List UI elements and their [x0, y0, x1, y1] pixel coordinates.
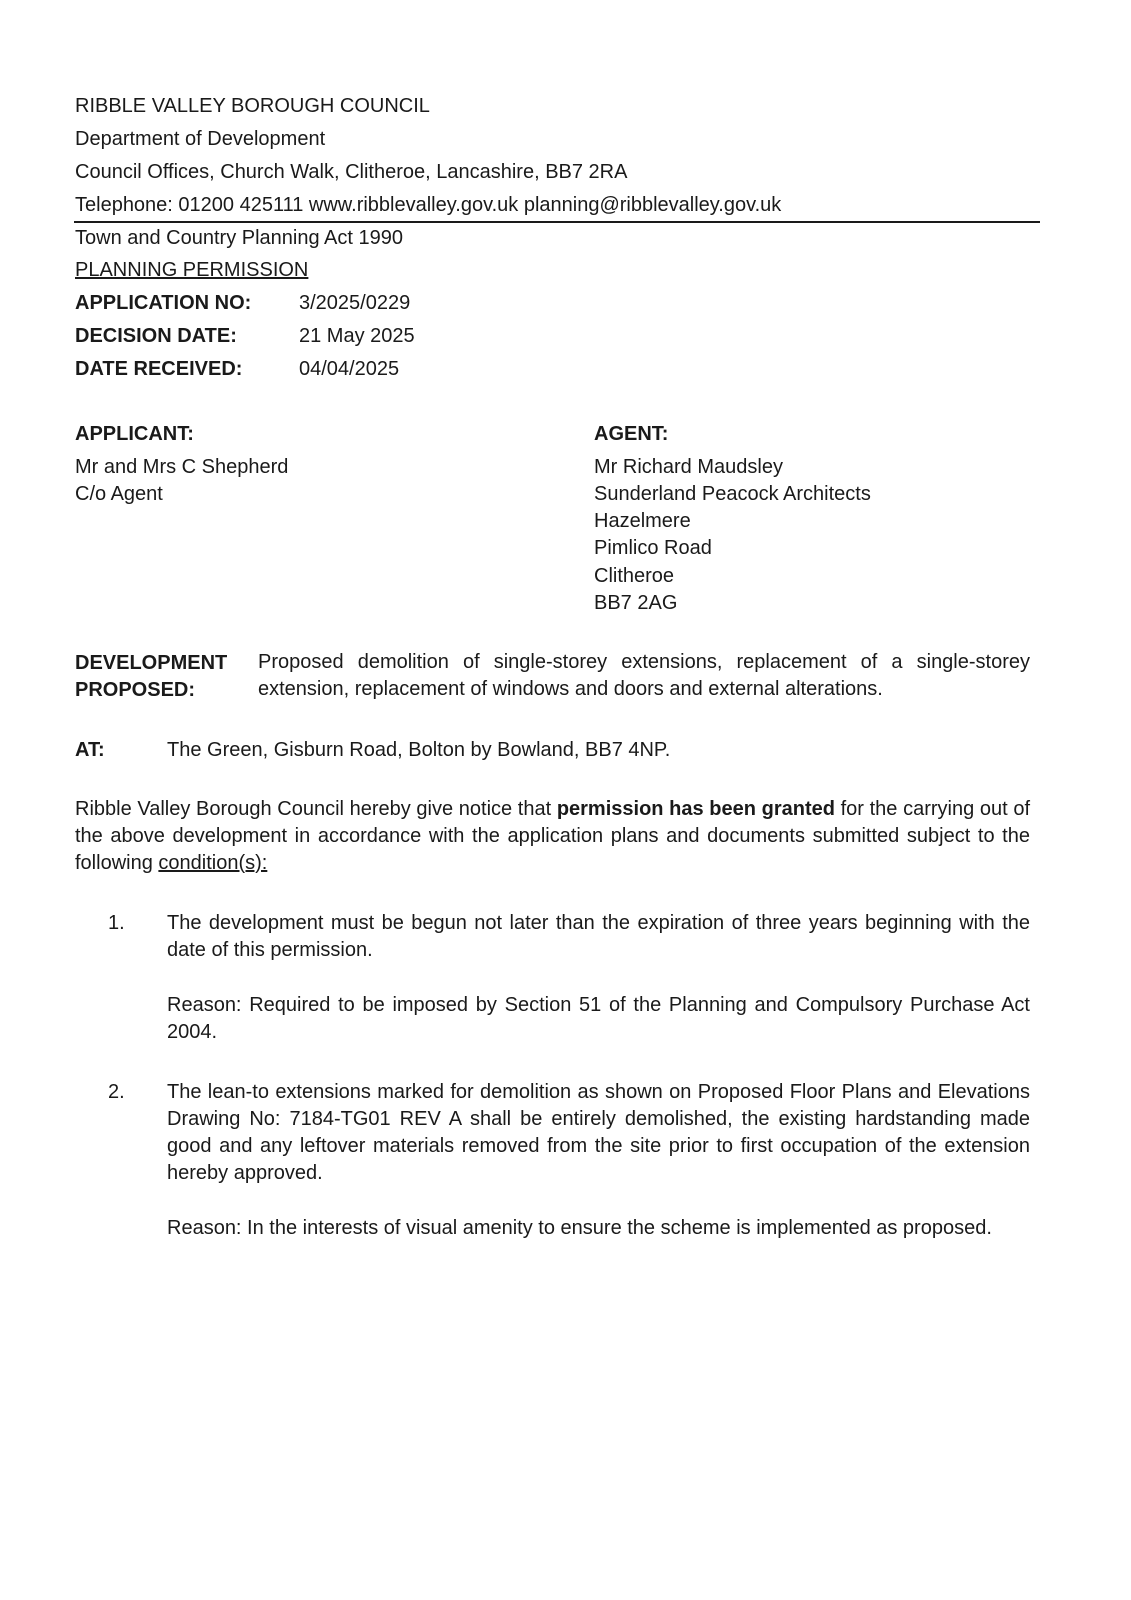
permission-granted-text: permission has been granted	[556, 798, 835, 820]
date-received-label: DATE RECEIVED:	[75, 358, 243, 380]
agent-label: AGENT:	[594, 423, 669, 445]
decision-date-label: DECISION DATE:	[75, 325, 237, 347]
applicant-line: Mr and Mrs C Shepherd	[75, 456, 289, 478]
condition-number: 2.	[108, 1081, 125, 1103]
permission-type: PLANNING PERMISSION	[75, 259, 309, 281]
department-name: Department of Development	[75, 128, 326, 150]
condition-reason: Reason: In the interests of visual amenity to ensure the scheme is implemented as proposed.	[167, 1217, 992, 1239]
agent-line: Mr Richard Maudsley	[594, 456, 783, 478]
condition-reason: Reason: Required to be imposed by Section 51 of the Planning and Compulsory Purchase Act 2004.	[167, 994, 1030, 1043]
site-address: The Green, Gisburn Road, Bolton by Bowland, BB7 4NP.	[167, 739, 671, 761]
application-no-value: 3/2025/0229	[299, 292, 411, 314]
act-title: Town and Country Planning Act 1990	[75, 227, 403, 249]
agent-line: Sunderland Peacock Architects	[594, 483, 871, 505]
agent-line: Hazelmere	[594, 510, 691, 532]
development-label-line2: PROPOSED:	[75, 679, 196, 701]
condition-text: The lean-to extensions marked for demolition as shown on Proposed Floor Plans and Elevations Drawing No: 7184-TG01 REV A shall be entirely demolished, the existing hardstanding made good and any leftover materials removed from the site prior to first occupation of the extension hereby approved.	[167, 1081, 1030, 1184]
notice-text: Ribble Valley Borough Council hereby give notice that	[75, 798, 557, 820]
development-description: Proposed demolition of single-storey extensions, replacement of a single-storey extension, replacement of windows and doors and external alterations.	[258, 651, 1030, 700]
date-received-value: 04/04/2025	[299, 358, 400, 380]
condition-number: 1.	[108, 912, 125, 934]
header-divider	[74, 221, 1040, 223]
applicant-line: C/o Agent	[75, 483, 163, 505]
contact-details: Telephone: 01200 425111 www.ribblevalley.gov.uk planning@ribblevalley.gov.uk	[75, 194, 782, 216]
conditions-heading: condition(s):	[158, 852, 268, 874]
council-address: Council Offices, Church Walk, Clitheroe, Lancashire, BB7 2RA	[75, 161, 628, 183]
applicant-label: APPLICANT:	[75, 423, 194, 445]
council-name: RIBBLE VALLEY BOROUGH COUNCIL	[75, 95, 430, 117]
agent-line: BB7 2AG	[594, 592, 678, 614]
application-no-label: APPLICATION NO:	[75, 292, 252, 314]
decision-date-value: 21 May 2025	[299, 325, 415, 347]
site-label: AT:	[75, 739, 105, 761]
agent-line: Clitheroe	[594, 565, 675, 587]
development-label-line1: DEVELOPMENT	[75, 652, 228, 674]
notice-text: for the carrying out of the above development in accordance with the application plans and documents submitted subject to the following	[75, 798, 1030, 874]
notice-paragraph	[75, 796, 1030, 877]
condition-text: The development must be begun not later than the expiration of three years beginning with the date of this permission.	[167, 912, 1030, 961]
agent-line: Pimlico Road	[594, 537, 712, 559]
